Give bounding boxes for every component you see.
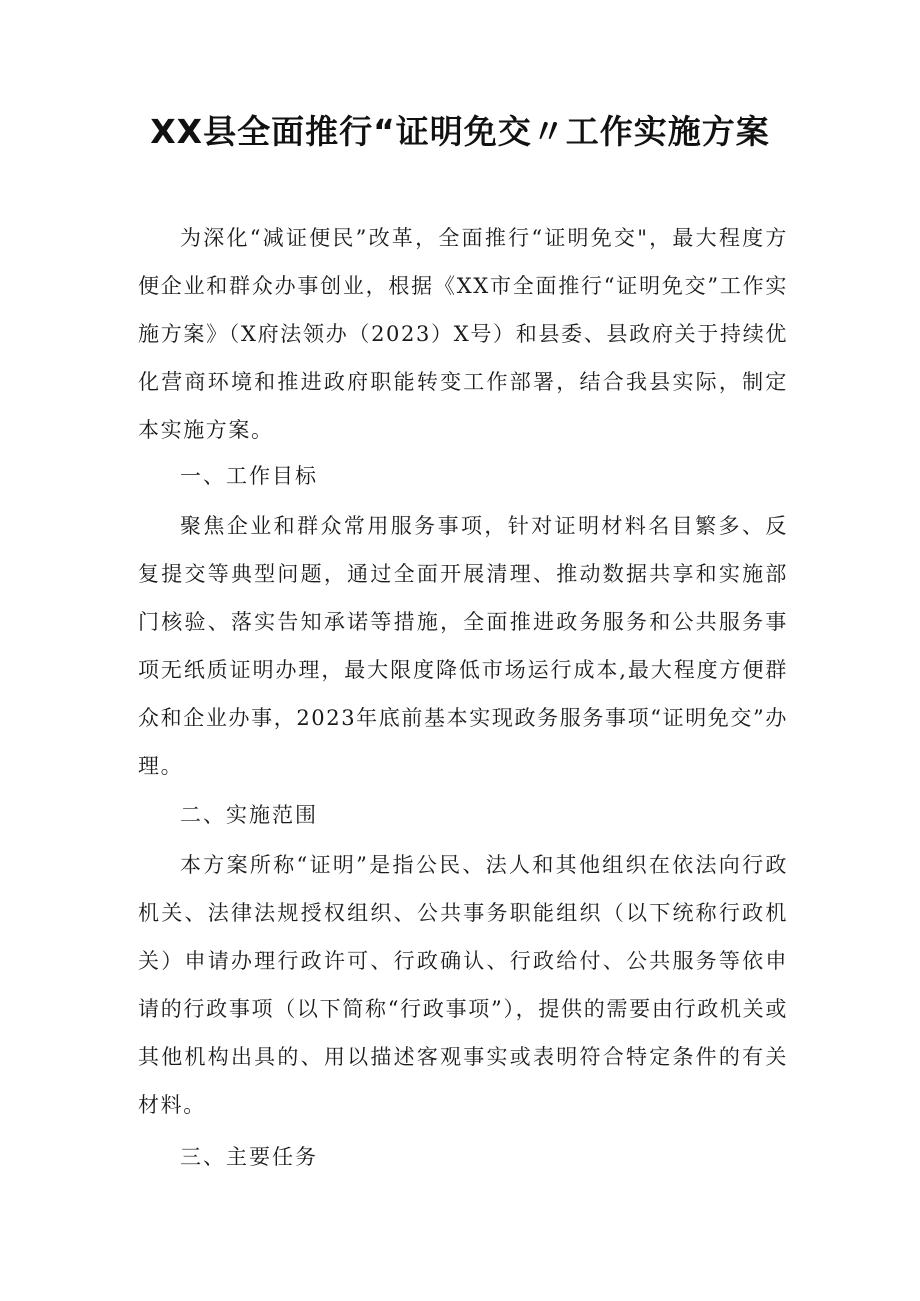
section2-body-block: [138, 841, 788, 1129]
intro-paragraph: 为深化“减证便民”改革，全面推行“证明免交"，最大程度方便企业和群众办事创业，根据《XX市全面推行“证明免交”工作实施方案》（X府法领办（2023）X号）和县委、县政府关于持续优化营商环境和推进政府职能转变工作部署，结合我县实际，制定本实施方案。: [138, 226, 788, 442]
document-title: XX县全面推行“证明免交〃工作实施方案: [150, 112, 770, 151]
section3-heading-block: [138, 1133, 788, 1181]
section3-heading: 三、主要任务: [180, 1145, 318, 1169]
section2-heading-block: [138, 791, 788, 839]
intro-block: [138, 214, 788, 454]
section1-body-block: [138, 502, 788, 790]
section2-paragraph: 本方案所称“证明”是指公民、法人和其他组织在依法向行政机关、法律法规授权组织、公共事务职能组织（以下统称行政机关）申请办理行政许可、行政确认、行政给付、公共服务等依申请的行政事项（以下简称“行政事项”），提供的需要由行政机关或其他机构出具的、用以描述客观事实或表明符合特定条件的有关材料。: [138, 853, 788, 1117]
section1-heading-block: [138, 452, 788, 500]
section1-heading: 一、工作目标: [180, 464, 318, 488]
section1-paragraph: 聚焦企业和群众常用服务事项，针对证明材料名目繁多、反复提交等典型问题，通过全面开展清理、推动数据共享和实施部门核验、落实告知承诺等措施，全面推进政务服务和公共服务事项无纸质证明办理，最大限度降低市场运行成本,最大程度方便群众和企业办事，2023年底前基本实现政务服务事项“证明免交”办理。: [138, 514, 788, 778]
section2-heading: 二、实施范围: [180, 803, 318, 827]
